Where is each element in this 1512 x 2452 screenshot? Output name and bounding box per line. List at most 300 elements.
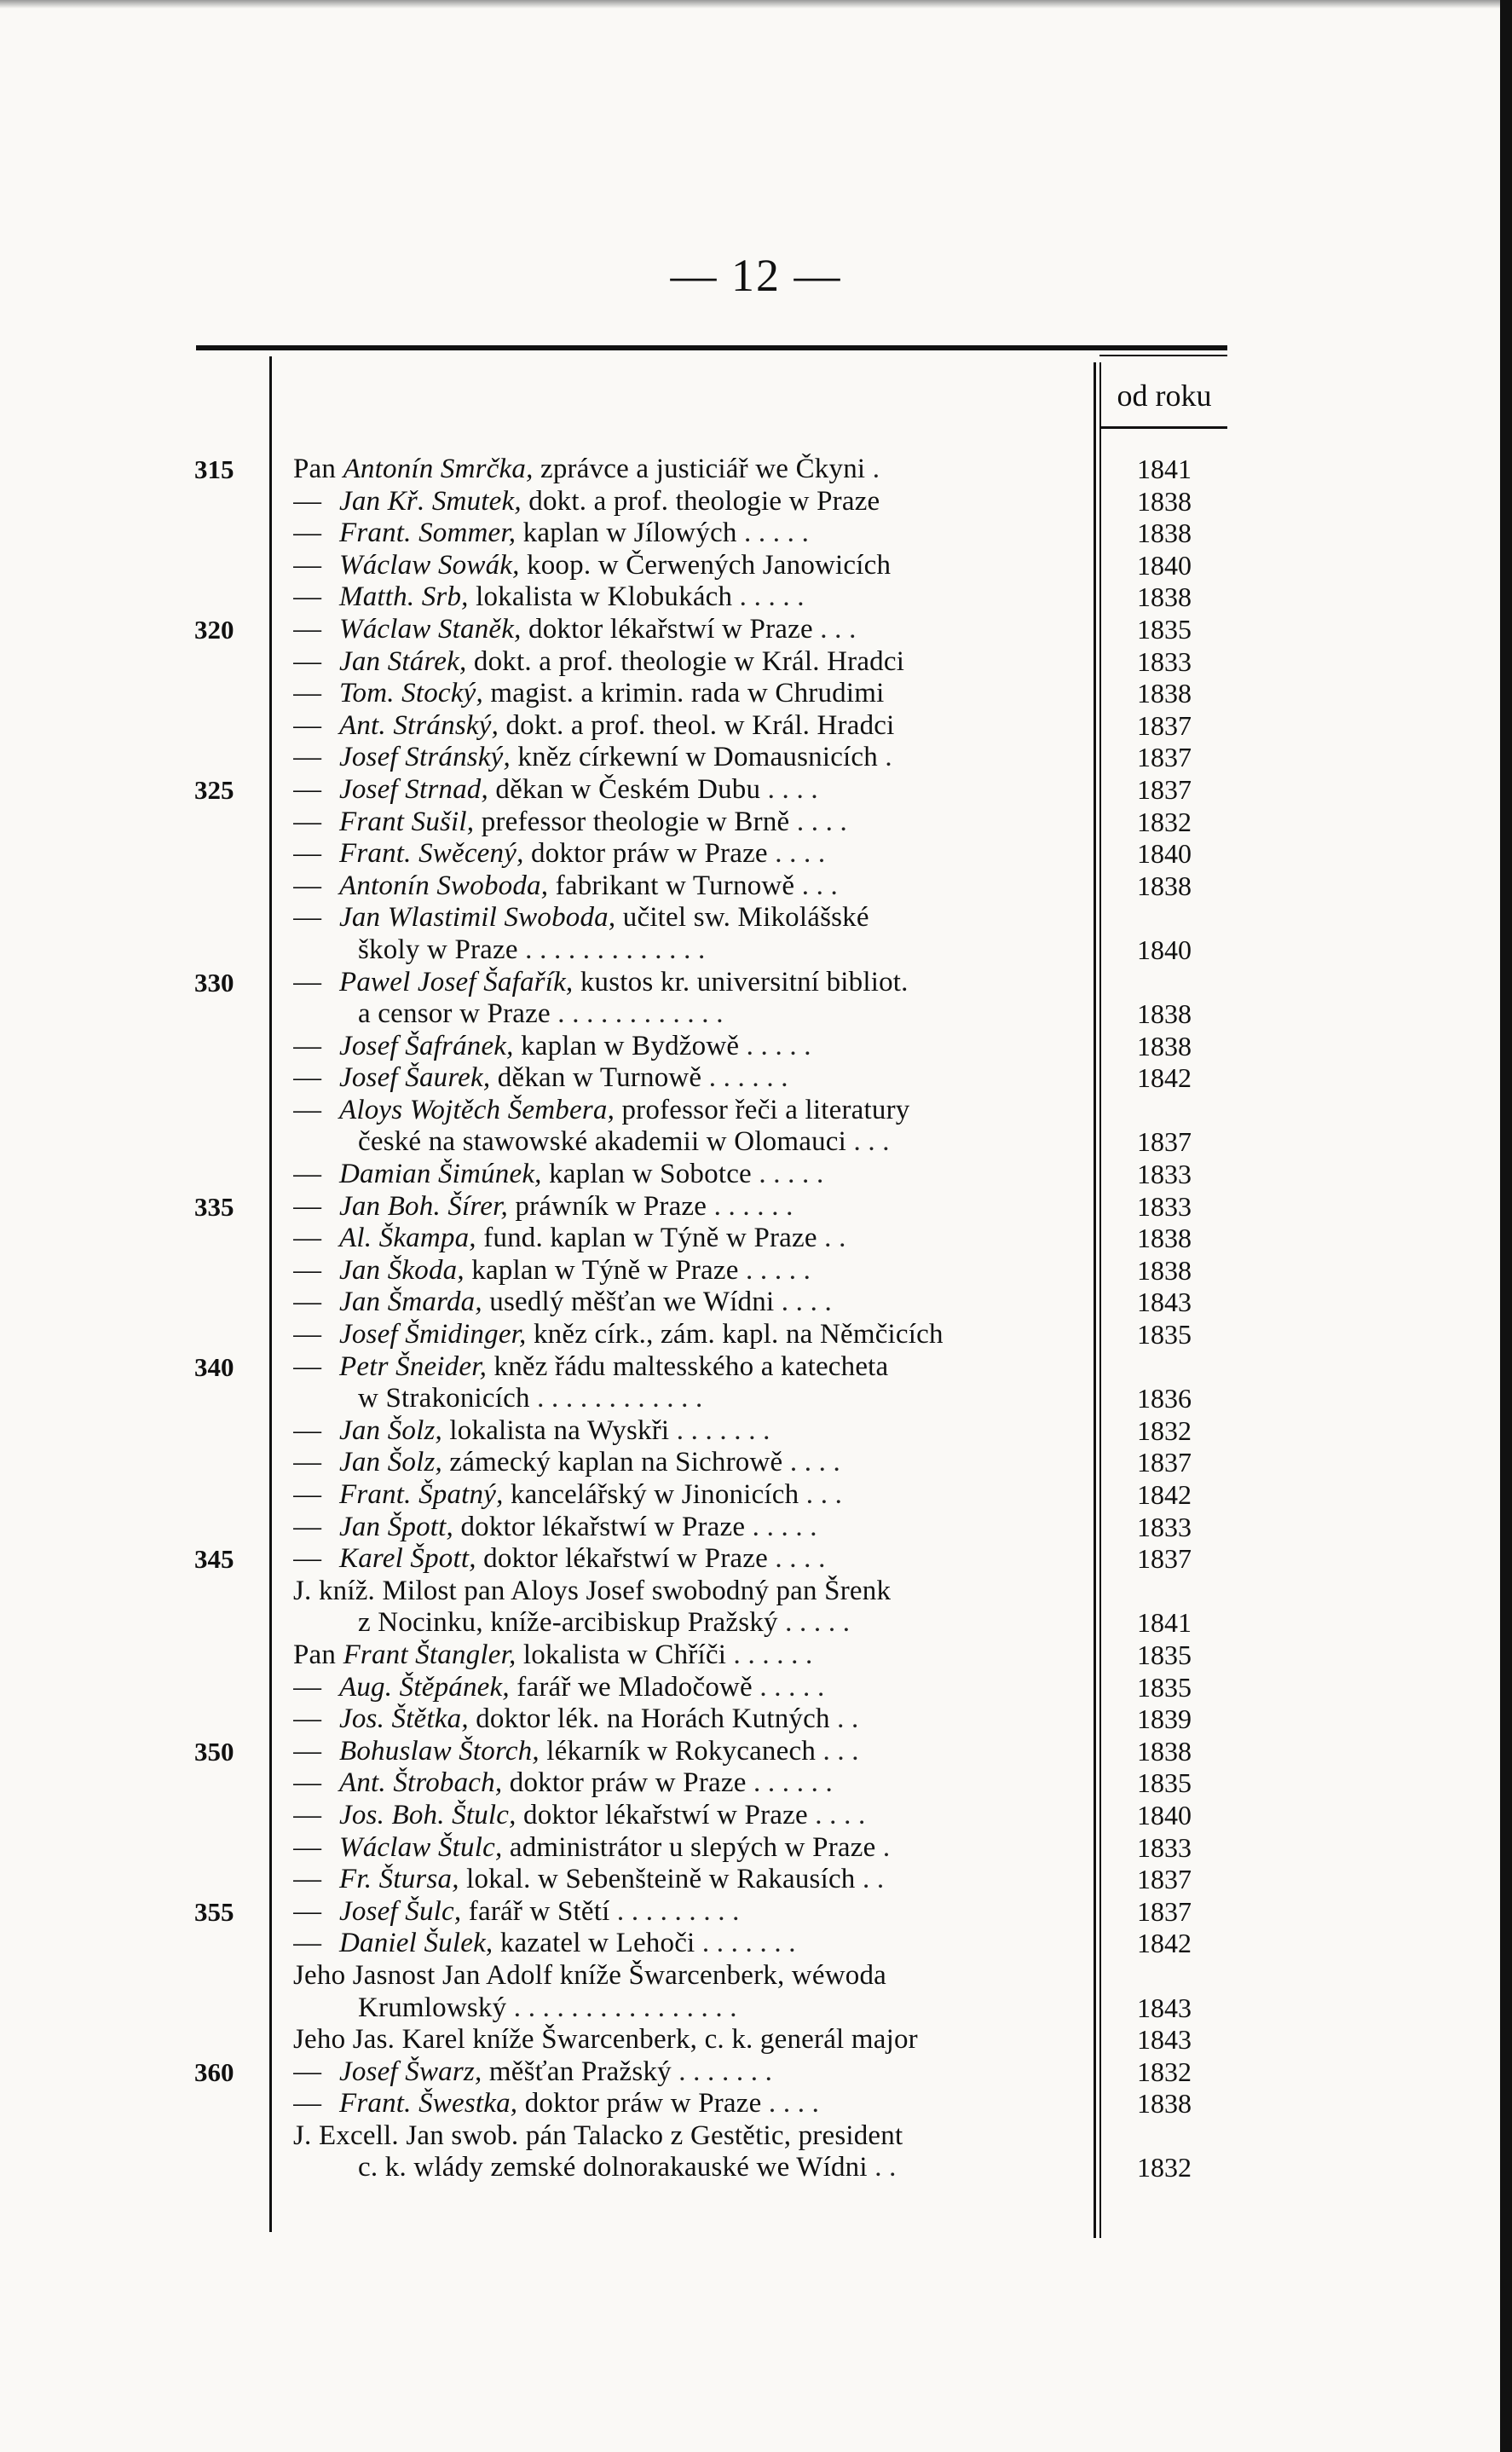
entry-year: 1837 — [1137, 1126, 1192, 1158]
entry-year: 1839 — [1137, 1703, 1192, 1735]
register-row — [0, 1383, 1512, 1415]
entry-description: kazatel w Lehoči — [499, 1928, 695, 1959]
entry-text — [293, 1639, 1082, 1672]
entry-year: 1843 — [1137, 2024, 1192, 2056]
entry-number: 325 — [194, 774, 234, 805]
leader-dots: . . . . — [774, 1287, 832, 1318]
leader-dots: . . . . — [807, 1799, 866, 1830]
entry-text — [358, 1607, 1146, 1639]
entry-name: Jan Šolz, — [339, 1414, 450, 1446]
entry-text — [358, 2152, 1146, 2184]
entry-name: Josef Strnad, — [339, 773, 496, 805]
entry-text — [293, 2056, 1082, 2089]
entry-number: 315 — [194, 454, 234, 484]
entry-lead: — — [293, 678, 322, 709]
register-row — [0, 1832, 1512, 1865]
register-row — [0, 1703, 1512, 1736]
entry-lead: — — [293, 581, 322, 613]
entry-lead: — — [293, 1223, 322, 1254]
register-row — [0, 774, 1512, 807]
entry-year: 1836 — [1137, 1383, 1192, 1414]
entry-year: 1835 — [1137, 1767, 1192, 1799]
entry-text — [293, 774, 1082, 807]
register-row — [0, 807, 1512, 839]
entry-description: zprávce a justiciář we Čkyni — [540, 454, 866, 484]
entry-text — [293, 1767, 1082, 1800]
entry-name: Tom. Stocký, — [339, 678, 491, 709]
entry-lead: — — [293, 966, 322, 998]
entry-name: Frant. Sommer, — [339, 518, 523, 549]
entry-description: doktor lékařstwí w Praze — [528, 613, 813, 645]
entry-description: dokt. a prof. theol. w Král. Hradci — [505, 709, 895, 741]
entry-lead: — — [293, 1671, 322, 1703]
entry-year: 1837 — [1137, 742, 1192, 773]
entry-description: doktor lékařstwí w Praze — [460, 1511, 746, 1542]
entry-text — [293, 1031, 1082, 1063]
entry-text — [293, 1447, 1082, 1479]
top-edge-shadow — [0, 0, 1512, 9]
entry-lead: — — [293, 485, 322, 517]
register-row — [0, 1928, 1512, 1960]
entry-year: 1838 — [1137, 870, 1192, 901]
register-row — [0, 1736, 1512, 1768]
entry-description: doktor lékařstwí w Praze — [523, 1799, 808, 1830]
entry-description: magist. a krimin. rada w Chrudimi — [490, 678, 885, 709]
entry-text — [293, 1479, 1082, 1512]
entry-name: Petr Šneider, — [339, 1350, 494, 1382]
entry-year: 1835 — [1137, 1319, 1192, 1350]
entry-text — [293, 518, 1082, 550]
entry-year: 1840 — [1137, 838, 1192, 870]
entry-description: lokalista w Chříči — [522, 1639, 727, 1670]
entry-year: 1835 — [1137, 613, 1192, 645]
entry-description: kaplan w Sobotce — [549, 1159, 752, 1190]
leader-dots: . . . . — [782, 1447, 840, 1478]
leader-dots: . . . . . . . — [671, 2056, 773, 2087]
register-row — [0, 998, 1512, 1031]
entry-description: Krumlowský — [358, 1992, 507, 2023]
entry-description: školy w Praze — [358, 934, 518, 965]
leader-dots: . . . . . — [739, 1030, 811, 1061]
entry-lead: — — [293, 1254, 322, 1286]
leader-dots: . . . — [846, 1126, 890, 1158]
entry-year: 1833 — [1137, 1511, 1192, 1542]
entry-name: Frant. Swěcený, — [339, 838, 531, 870]
leader-dots: . . . . — [789, 806, 847, 837]
register-row — [0, 486, 1512, 518]
entry-name: Jan Škoda, — [339, 1254, 472, 1286]
entry-text — [293, 1928, 1082, 1960]
register-row — [0, 967, 1512, 999]
entry-year: 1837 — [1137, 773, 1192, 805]
entry-description: lokalista w Klobukách — [476, 581, 733, 613]
entry-lead: — — [293, 1767, 322, 1799]
entry-lead: — — [293, 1543, 322, 1575]
entry-year: 1833 — [1137, 1831, 1192, 1863]
entry-year: 1838 — [1137, 1030, 1192, 1061]
leader-dots: . . . . . — [732, 581, 805, 613]
register-row — [0, 870, 1512, 903]
entry-text — [293, 1351, 1082, 1384]
entry-description: doktor lék. na Horách Kutných — [476, 1703, 830, 1735]
entry-text — [293, 646, 1082, 679]
entry-year: 1838 — [1137, 2088, 1192, 2119]
entry-lead: Pan — [293, 454, 343, 484]
entry-name: Fr. Štursa, — [339, 1864, 467, 1895]
leader-dots: . . . . — [767, 1543, 826, 1575]
entry-number: 340 — [194, 1351, 234, 1382]
leader-dots: . . . . . . — [707, 1190, 794, 1222]
register-row — [0, 646, 1512, 679]
leader-dots: . . — [855, 1864, 885, 1895]
entry-description: lékarník w Rokycanech — [546, 1735, 817, 1767]
entry-description: lokal. w Sebenšteině w Rakausích — [466, 1864, 856, 1895]
entry-description: farář w Stětí — [468, 1895, 610, 1927]
entry-text — [293, 581, 1082, 614]
register-row — [0, 1767, 1512, 1800]
leader-dots: . . . . . — [751, 1159, 824, 1190]
entry-description: farář we Mladočowě — [517, 1671, 753, 1703]
entry-year: 1841 — [1137, 1607, 1192, 1639]
register-row — [0, 454, 1512, 486]
entry-year: 1838 — [1137, 485, 1192, 517]
entry-year: 1840 — [1137, 1799, 1192, 1830]
entry-name: Antonín Smrčka, — [343, 454, 540, 484]
register-row — [0, 1800, 1512, 1832]
entry-year: 1835 — [1137, 1639, 1192, 1670]
register-row — [0, 1223, 1512, 1255]
entry-text — [358, 1992, 1146, 2025]
register-row — [0, 2056, 1512, 2089]
entry-lead: — — [293, 1094, 322, 1125]
entry-lead: — — [293, 1799, 322, 1830]
entry-lead: — — [293, 645, 322, 677]
entry-text — [293, 1159, 1082, 1191]
entry-text — [293, 1415, 1082, 1448]
entry-name: Jan Kř. Smutek, — [339, 485, 529, 517]
entry-name: Ant. Stránský, — [339, 709, 506, 741]
leader-dots: . . . — [799, 1479, 843, 1510]
entry-text — [293, 1864, 1082, 1896]
entry-lead: — — [293, 709, 322, 741]
entry-description: měšťan Pražský — [488, 2056, 672, 2087]
entry-lead: — — [293, 1735, 322, 1767]
entry-lead: Jeho — [293, 2024, 353, 2056]
register-row — [0, 2088, 1512, 2120]
leader-dots: . . . . . . — [701, 1062, 788, 1094]
register-row — [0, 1031, 1512, 1063]
entry-name: Al. Škampa, — [339, 1223, 484, 1254]
leader-dots: . — [875, 1831, 891, 1863]
leader-dots: . . . . . . . . . . . . — [550, 998, 724, 1030]
entry-name: Daniel Šulek, — [339, 1928, 500, 1959]
register-row — [0, 902, 1512, 934]
entry-description: kaplan w Bydžowě — [521, 1030, 740, 1061]
entry-description: usedlý měšťan we Wídni — [489, 1287, 775, 1318]
entry-text — [293, 1800, 1082, 1832]
register-row — [0, 1159, 1512, 1191]
entry-name: Jan Špott, — [339, 1511, 461, 1542]
entry-text — [293, 454, 1082, 486]
entry-text — [293, 1896, 1082, 1929]
entry-description: lokalista na Wyskři — [449, 1414, 670, 1446]
entry-description: fabrikant w Turnowě — [555, 870, 795, 901]
register-row — [0, 1095, 1512, 1127]
entry-year: 1835 — [1137, 1671, 1192, 1703]
leader-dots: . . . . . — [777, 1607, 851, 1639]
entry-number: 350 — [194, 1736, 234, 1767]
entry-name: Frant Sušil, — [339, 806, 482, 837]
entry-lead: — — [293, 1511, 322, 1542]
entry-year: 1838 — [1137, 518, 1192, 549]
entry-text — [293, 838, 1082, 870]
entry-description: kancelářský w Jinonicích — [510, 1479, 799, 1510]
register-row — [0, 1126, 1512, 1159]
entry-lead: — — [293, 1190, 322, 1222]
leader-dots: . . . . . . — [726, 1639, 813, 1670]
entry-number: 355 — [194, 1896, 234, 1927]
entry-text — [293, 1960, 1082, 1992]
entry-text — [293, 614, 1082, 646]
register-row — [0, 1447, 1512, 1479]
entry-text — [293, 742, 1082, 774]
entry-text — [293, 1543, 1082, 1576]
entry-description: kněz círk., zám. kapl. na Němčicích — [533, 1319, 944, 1350]
page-number: — 12 — — [670, 250, 842, 301]
entry-name: Josef Šafránek, — [339, 1030, 522, 1061]
register-row — [0, 710, 1512, 743]
register-row — [0, 838, 1512, 870]
table-top-rule-secondary — [1099, 355, 1227, 356]
entry-lead: — — [293, 806, 322, 837]
entry-text — [293, 1255, 1082, 1287]
entry-year: 1833 — [1137, 1159, 1192, 1190]
entry-name: Wáclaw Štulc, — [339, 1831, 510, 1863]
entry-text — [293, 486, 1082, 518]
entry-number: 330 — [194, 967, 234, 998]
entry-name: Aug. Štěpánek, — [339, 1671, 517, 1703]
register-row — [0, 1255, 1512, 1287]
entry-lead: — — [293, 2056, 322, 2087]
entry-name: Jan Šmarda, — [339, 1287, 490, 1318]
entry-lead: — — [293, 838, 322, 870]
leader-dots: . — [865, 454, 880, 484]
register-row — [0, 1639, 1512, 1672]
entry-description: doktor práw w Praze — [524, 2088, 762, 2119]
entry-text — [293, 1512, 1082, 1544]
entry-year: 1838 — [1137, 678, 1192, 709]
leader-dots: . . . — [812, 613, 857, 645]
leader-dots: . . . . . . . . . . . . — [529, 1383, 703, 1414]
entry-description: Jasnost Jan Adolf kníže Šwarcenberk, wéwoda — [352, 1959, 887, 1991]
leader-dots: . . . . . — [736, 518, 810, 549]
entry-year: 1838 — [1137, 998, 1192, 1030]
entry-description: zámecký kaplan na Sichrowě — [449, 1447, 783, 1478]
entry-name: Josef Šmidinger, — [339, 1319, 534, 1350]
entry-text — [293, 1576, 1082, 1608]
register-row — [0, 1287, 1512, 1319]
entry-name: Josef Šaurek, — [339, 1062, 498, 1094]
leader-dots: . . . . . . . . . . . . . . . . — [506, 1992, 737, 2023]
entry-text — [293, 902, 1082, 934]
entry-text — [293, 1191, 1082, 1223]
entry-description: české na stawowské akademii w Olomauci — [358, 1126, 846, 1158]
register-row — [0, 1543, 1512, 1576]
entry-name: Wáclaw Staněk, — [339, 613, 529, 645]
entry-year: 1841 — [1137, 454, 1192, 484]
entry-description: dokt. a prof. theologie w Praze — [528, 485, 880, 517]
entry-text — [293, 967, 1082, 999]
entry-name: Josef Stránský, — [339, 742, 518, 773]
entry-lead: — — [293, 773, 322, 805]
entry-description: Jas. Karel kníže Šwarcenberk, c. k. generál major — [352, 2024, 918, 2056]
entry-name: Frant. Šwestka, — [339, 2088, 525, 2119]
entry-number: 335 — [194, 1191, 234, 1222]
table-top-rule — [196, 345, 1227, 350]
entry-lead: J. kníž. — [293, 1575, 383, 1606]
entry-name: Aloys Wojtěch Šembera, — [339, 1094, 622, 1125]
leader-dots: . . . . . . . . . . . . . — [517, 934, 706, 965]
entry-description: kněz řádu maltesského a katecheta — [493, 1350, 889, 1382]
leader-dots: . . . . — [767, 838, 826, 870]
register-row — [0, 1896, 1512, 1929]
entry-name: Wáclaw Sowák, — [339, 549, 528, 581]
entry-lead: — — [293, 870, 322, 901]
entry-description: doktor lékařstwí w Praze — [483, 1543, 768, 1575]
entry-description: děkan w Turnowě — [497, 1062, 702, 1094]
entry-lead: — — [293, 549, 322, 581]
entry-text — [293, 550, 1082, 582]
leader-dots: . . . — [794, 870, 838, 901]
entry-name: Frant Štangler, — [343, 1639, 523, 1670]
entry-name: Antonín Swoboda, — [339, 870, 556, 901]
entry-text — [293, 1223, 1082, 1255]
leader-dots: . . . . . . . — [695, 1928, 796, 1959]
register-row — [0, 742, 1512, 774]
register-row — [0, 1607, 1512, 1639]
entry-description: doktor práw w Praze — [509, 1767, 747, 1799]
register-list — [0, 454, 1512, 2184]
entry-text — [293, 1319, 1082, 1351]
entry-text — [293, 678, 1082, 710]
entry-lead: Jeho — [293, 1959, 353, 1991]
entry-name: Jan Stárek, — [339, 645, 474, 677]
entry-year: 1838 — [1137, 581, 1192, 613]
entry-text — [293, 1287, 1082, 1319]
entry-description: c. k. wlády zemské dolnorakauské we Wídni — [358, 2152, 868, 2183]
entry-name: Damian Šimúnek, — [339, 1159, 550, 1190]
entry-name: Matth. Srb, — [339, 581, 476, 613]
entry-text — [293, 1703, 1082, 1736]
register-row — [0, 1992, 1512, 2025]
entry-lead: — — [293, 1479, 322, 1510]
entry-description: kaplan w Týně w Praze — [471, 1254, 739, 1286]
register-row — [0, 934, 1512, 967]
entry-text — [358, 998, 1146, 1031]
year-header-rule — [1101, 426, 1227, 429]
entry-lead: — — [293, 1062, 322, 1094]
entry-year: 1838 — [1137, 1735, 1192, 1767]
entry-text — [293, 1062, 1082, 1095]
entry-description: z Nocinku, kníže-arcibiskup Pražský — [358, 1607, 778, 1639]
year-column-header: od roku — [1117, 379, 1212, 413]
entry-year: 1832 — [1137, 806, 1192, 837]
entry-text — [293, 870, 1082, 903]
register-row — [0, 550, 1512, 582]
entry-year: 1833 — [1137, 645, 1192, 677]
register-row — [0, 1960, 1512, 1992]
register-row — [0, 2152, 1512, 2184]
entry-description: Milost pan Aloys Josef swobodný pan Šrenk — [382, 1575, 892, 1606]
entry-name: Bohuslaw Štorch, — [339, 1735, 547, 1767]
leader-dots: . — [877, 742, 892, 773]
entry-description: Jan swob. pán Talacko z Gestětic, president — [406, 2119, 903, 2151]
entry-lead: — — [293, 1864, 322, 1895]
entry-year: 1837 — [1137, 1864, 1192, 1895]
leader-dots: . . — [817, 1223, 846, 1254]
entry-year: 1837 — [1137, 1895, 1192, 1927]
entry-lead: — — [293, 1414, 322, 1446]
entry-text — [293, 1832, 1082, 1865]
register-row — [0, 1576, 1512, 1608]
entry-year: 1842 — [1137, 1479, 1192, 1510]
entry-year: 1842 — [1137, 1928, 1192, 1959]
entry-year: 1838 — [1137, 1254, 1192, 1286]
entry-year: 1843 — [1137, 1287, 1192, 1318]
entry-year: 1833 — [1137, 1190, 1192, 1222]
register-row — [0, 1351, 1512, 1384]
entry-text — [293, 2088, 1082, 2120]
entry-lead: — — [293, 1159, 322, 1190]
entry-description: administrátor u slepých w Praze — [509, 1831, 876, 1863]
entry-text — [293, 1672, 1082, 1704]
entry-name: Jan Boh. Šírer, — [339, 1190, 516, 1222]
leader-dots: . . . . . . . . . — [609, 1895, 740, 1927]
entry-lead: — — [293, 2088, 322, 2119]
entry-lead: — — [293, 1030, 322, 1061]
entry-number: 320 — [194, 614, 234, 645]
entry-year: 1837 — [1137, 709, 1192, 741]
register-row — [0, 1512, 1512, 1544]
entry-text — [358, 1126, 1146, 1159]
register-row — [0, 581, 1512, 614]
entry-lead: — — [293, 1447, 322, 1478]
entry-name: Jan Šolz, — [339, 1447, 450, 1478]
entry-lead: — — [293, 518, 322, 549]
entry-name: Pawel Josef Šafařík, — [339, 966, 580, 998]
entry-lead: — — [293, 1928, 322, 1959]
entry-number: 360 — [194, 2056, 234, 2087]
entry-year: 1842 — [1137, 1062, 1192, 1094]
entry-description: kněz církewní w Domausnicích — [517, 742, 878, 773]
entry-year: 1832 — [1137, 2056, 1192, 2087]
register-row — [0, 2120, 1512, 2153]
leader-dots: . . . — [816, 1735, 859, 1767]
entry-text — [358, 1383, 1146, 1415]
entry-description: koop. w Čerwených Janowicích — [527, 549, 892, 581]
leader-dots: . . — [829, 1703, 859, 1735]
leader-dots: . . . . — [760, 773, 818, 805]
entry-lead: J. Excell. — [293, 2119, 407, 2151]
entry-text — [293, 2120, 1082, 2153]
entry-year: 1843 — [1137, 1992, 1192, 2023]
entry-description: práwník w Praze — [515, 1190, 707, 1222]
entry-lead: — — [293, 1319, 322, 1350]
entry-text — [293, 2024, 1082, 2056]
entry-name: Jan Wlastimil Swoboda, — [339, 902, 623, 934]
register-row — [0, 1672, 1512, 1704]
entry-description: doktor práw w Praze — [530, 838, 768, 870]
